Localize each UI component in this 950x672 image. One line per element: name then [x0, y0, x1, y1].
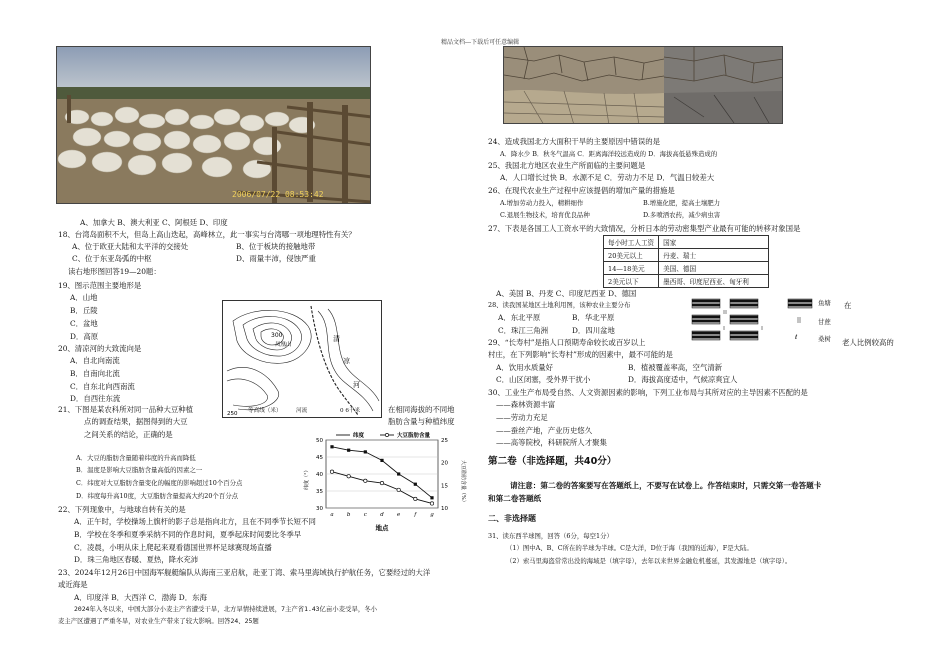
- q19-option-c: C．盆地: [70, 319, 98, 328]
- q22-option-d: D．珠三角地区春暖、夏热，降水充沛: [74, 555, 199, 564]
- chart-xtick: d: [380, 512, 384, 518]
- q29-stem-tail: 老人比例较高的: [842, 338, 894, 347]
- passage-line-1: 2024年入冬以来，中国大部分小麦主产省遭受干旱，北方旱情持续进展，7主产省1.43亿亩小麦受旱，冬小: [74, 605, 378, 613]
- q29-option-b: B．植被覆盖率高，空气清新: [628, 363, 723, 372]
- q20-stem: 20、清凉河的大致流向是: [58, 344, 142, 353]
- q28-stem: 28、读我国某地区土地利用图，该种农业主要分布: [488, 301, 631, 309]
- page-header: 精品文档---下载后可任意编辑: [441, 39, 520, 46]
- q22-stem: 22、下列现象中，与地球自转有关的是: [58, 505, 186, 514]
- q19-stem: 19、图示范围主要地形是: [58, 281, 142, 290]
- q31-part-1: （1）图中A、B、C所在的半球为半球。C是大洋，D位于海（我国的近海），F是大陆。: [506, 544, 753, 552]
- q24-stem: 24、造成我国北方大面积干旱的主要原因中错误的是: [488, 137, 661, 146]
- q26-option-b: B.增施化肥，提高土壤肥力: [643, 199, 721, 207]
- q21-stem-right-2: 脂肪含量与种植纬度: [388, 417, 455, 426]
- q20-option-c: C．自东北向西南流: [70, 382, 135, 391]
- map-peak-elevation: 300: [271, 332, 283, 339]
- chart-xtick: f: [414, 512, 417, 518]
- chart-point: [380, 459, 383, 462]
- wage-table-header-2: 国家: [659, 236, 769, 249]
- q30-item-c: ——蚕丝产地，产业历史悠久: [496, 426, 593, 435]
- passage-line-2: 麦主产区遭遇了严重冬旱，对农业生产带来了较大影响。回答24、25题: [58, 617, 259, 625]
- q19-option-d: D．高原: [70, 332, 99, 341]
- chart-point: [397, 472, 400, 475]
- q19-option-b: B．丘陵: [70, 306, 98, 315]
- drought-photo: [503, 46, 783, 124]
- q24-options: A．降水少 B．秋冬气温高 C．距离海洋较远造成的 D．海拔高低悬殊造成的: [500, 150, 718, 158]
- q26-option-c: C.退展生物技术，培育优良品种: [500, 211, 590, 219]
- q25-options: A．人口增长过快 B．水源不足 C．劳动力不足 D．气温日较差大: [500, 173, 715, 182]
- map-river-label-1: 清: [333, 335, 340, 343]
- chart-ytick-left: 30: [316, 506, 323, 512]
- chart-ytick-left: 40: [316, 472, 323, 478]
- chart-point: [397, 488, 400, 491]
- q25-stem: 25、我国北方地区农业生产所面临的主要问题是: [488, 161, 646, 170]
- map-legend-river: 河流: [296, 408, 308, 414]
- chart-ytick-left: 35: [316, 489, 323, 495]
- wage-table-header-1: 每小时工人工资: [604, 236, 659, 249]
- chart-point: [347, 449, 350, 452]
- chart-point: [380, 481, 383, 484]
- chart-point: [330, 445, 333, 448]
- q28-option-d: D．四川盆地: [572, 326, 615, 335]
- q20-option-d: D．自西往东流: [70, 394, 121, 403]
- chart-point: [330, 470, 333, 473]
- q27-stem: 27、下表是各国工人工资水平的大致情况，分析日本的劳动密集型产业最有可能的转移对象国是: [488, 224, 801, 233]
- chart-xtick: a: [330, 512, 334, 518]
- chart-point: [364, 450, 367, 453]
- q27-options: A、美国 B、丹麦 C、印度尼西亚 D、德国: [496, 289, 637, 298]
- map-river-label-2: 凉: [343, 357, 350, 365]
- q31-part-2: （2）索马里海盗常常出没的海域是（填字母），去年以来世界金融危机蔓延，其发源地是（填字母）。: [506, 557, 792, 565]
- chart-point: [364, 479, 367, 482]
- q30-item-b: ——劳动力充足: [496, 413, 548, 422]
- q21-stem-3: 之间关系的结论，正确的是: [84, 430, 173, 439]
- q21-stem-right-1: 在相同海拔的不同地: [388, 405, 455, 414]
- chart-ytick-right: 25: [441, 438, 448, 444]
- chart-legend-fat: 大豆脂肪含量: [397, 433, 431, 439]
- map-scale: 0 6千米: [340, 408, 361, 414]
- chart-ytick-left: 45: [316, 455, 323, 461]
- wage-table-cell: 2美元以下: [604, 275, 659, 288]
- wage-table: [603, 235, 769, 288]
- q28-stem-tail: 在: [844, 301, 852, 310]
- topographic-map: [222, 300, 382, 418]
- chart-point: [430, 502, 433, 505]
- q22-option-a: A．正午时，学校操场上旗杆的影子总是指向北方，且在不同季节长短不同: [74, 517, 316, 526]
- q18-stem: 18、台湾岛面积不大，但岛上高山迭起，高峰林立，此一事实与台湾哪一项地理特性有关？: [58, 230, 356, 239]
- q18-option-d: D、雨量丰沛，侵蚀严重: [236, 254, 316, 263]
- chart-ytick-right: 15: [441, 483, 448, 490]
- photo-timestamp: 2006/07/22 08:53:42: [232, 190, 324, 199]
- q30-stem: 30、工业生产布局受自然、人文资源因素的影响，下列工业布局与其所对应的主导因素不匹配的是: [488, 388, 808, 397]
- q31-stem: 31、读东西半球图，回答（6分，每空1分）: [488, 532, 613, 540]
- sheep-photo: [56, 46, 371, 204]
- chart-legend-latitude: 纬度: [353, 433, 365, 439]
- legend-mulberry: 桑树: [818, 335, 831, 343]
- chart-point: [414, 497, 417, 500]
- q22-option-c: C．凌晨，小明从床上爬起来观看德国世界杯足球赛现场直播: [74, 543, 272, 552]
- q18-option-c: C、位于东亚岛弧的中枢: [72, 254, 152, 263]
- chart-xtick: c: [363, 512, 367, 518]
- q26-stem: 26、在现代农业生产过程中应该提倡的增加产量的措施是: [488, 186, 675, 195]
- chart-ytick-right: 10: [441, 506, 448, 512]
- q28-option-b: B．华北平原: [572, 313, 615, 322]
- q18-option-a: A、位于欧亚大陆和太平洋的交接处: [72, 242, 189, 251]
- q30-item-d: ——高等院校，科研院所人才聚集: [496, 438, 607, 447]
- legend-fish-pond: 鱼塘: [818, 299, 831, 307]
- map-river-label-3: 河: [353, 381, 360, 389]
- chart-point: [414, 483, 417, 486]
- q26-option-d: D.多喷洒农药，减少病虫害: [643, 211, 721, 219]
- wage-table-cell: 丹麦、瑞士: [659, 249, 769, 262]
- map-legend-elevation: 等高线（米）: [248, 408, 282, 414]
- wage-table-cell: 墨西哥、印度尼西亚、匈牙利: [659, 275, 769, 288]
- answer-notice: 请注意：第二卷的答案要写在答题纸上，不要写在试卷上。作答结束时，只需交第一卷答题卡: [510, 481, 822, 490]
- q22-option-b: B．学校在冬季和夏季采纳不同的作息时间，夏季起床时间要比冬季早: [74, 530, 302, 539]
- mulberry-symbol: ℓ: [795, 334, 798, 341]
- q30-item-a: ——森林资源丰富: [496, 400, 556, 409]
- q29-option-c: C．山区闭塞，受外界干扰小: [496, 375, 591, 384]
- soybean-chart: [300, 430, 470, 534]
- q23-stem: 23、2024年12月26日中国海军舰艇编队从海南三亚启航，赴亚丁湾、索马里海域执行护航任务，它要经过的大洋: [58, 568, 431, 577]
- wage-table-cell: 14—18美元: [604, 262, 659, 275]
- q29-stem: 29、“长寿村”是指人口预期寿命较长或百岁以上: [488, 338, 646, 347]
- section-heading: 二、非选择题: [488, 514, 536, 523]
- chart-point: [347, 475, 350, 478]
- q20-option-a: A．自北向南流: [70, 356, 120, 365]
- q29-stem-2: 村庄，在下列影响“长寿村”形成的因素中，最不可能的是: [488, 350, 673, 359]
- chart-ylabel-right: 大豆脂肪含量（%）: [460, 460, 466, 505]
- map-intro: 读右地形图回答19—20题：: [68, 267, 161, 276]
- map-contour-250: 250: [227, 411, 238, 417]
- chart-legend-marker: [385, 433, 388, 436]
- q19-option-a: A．山地: [70, 293, 98, 302]
- q26-option-a: A.增加劳动力投入，精耕细作: [500, 199, 584, 207]
- chart-xtick: b: [346, 512, 351, 518]
- chart-series-line: [332, 447, 432, 498]
- q18-option-b: B、位于板块的接触地带: [236, 242, 316, 251]
- q29-option-d: D．海拔高度适中，气候凉爽宜人: [628, 375, 738, 384]
- q23-stem-2: 或近海是: [58, 580, 88, 589]
- q21-option-d: D．纬度每升高10度，大豆脂肪含量提高大约20个百分点: [76, 492, 238, 500]
- q28-option-a: A．东北平原: [498, 313, 541, 322]
- chart-ytick-left: 50: [316, 438, 323, 444]
- wage-table-cell: 美国、德国: [659, 262, 769, 275]
- wage-table-cell: 20美元以上: [604, 249, 659, 262]
- q21-option-b: B．温度是影响大豆脂肪含量高低的因素之一: [76, 466, 203, 474]
- q23-options: A．印度洋 B．大西洋 C．渤海 D．东海: [74, 593, 207, 602]
- chart-ytick-right: 20: [441, 460, 448, 467]
- q29-option-a: A．饮用水质量好: [496, 363, 554, 372]
- q17-options: A、加拿大 B、澳大利亚 C、阿根廷 D、印度: [80, 218, 228, 227]
- q21-stem-2: 点的调查结果，据图得到的大豆: [84, 417, 188, 426]
- chart-ylabel-left: 纬度（°）: [304, 467, 310, 490]
- answer-notice-2: 和第二卷答题纸: [488, 494, 542, 503]
- chart-point: [430, 496, 433, 499]
- map-peak-name: 凤凰山: [275, 342, 292, 348]
- part2-title: 第二卷（非选择题，共40分）: [488, 456, 617, 467]
- q28-option-c: C．珠江三角洲: [498, 326, 548, 335]
- chart-xtick: e: [397, 512, 401, 518]
- land-use-diagram: [690, 297, 820, 345]
- q21-stem: 21、下图是某农科所对同一品种大豆种植: [58, 405, 194, 414]
- q21-option-a: A．大豆的脂肪含量随着纬度的升高而降低: [76, 454, 196, 462]
- legend-sugarcane: 甘蔗: [818, 318, 831, 326]
- q21-option-c: C．纬度对大豆脂肪含量变化的幅度的影响超过10个百分点: [76, 479, 243, 487]
- chart-xtick: g: [430, 512, 434, 518]
- q20-option-b: B．自南向北流: [70, 369, 120, 378]
- chart-xlabel: 地点: [375, 524, 389, 532]
